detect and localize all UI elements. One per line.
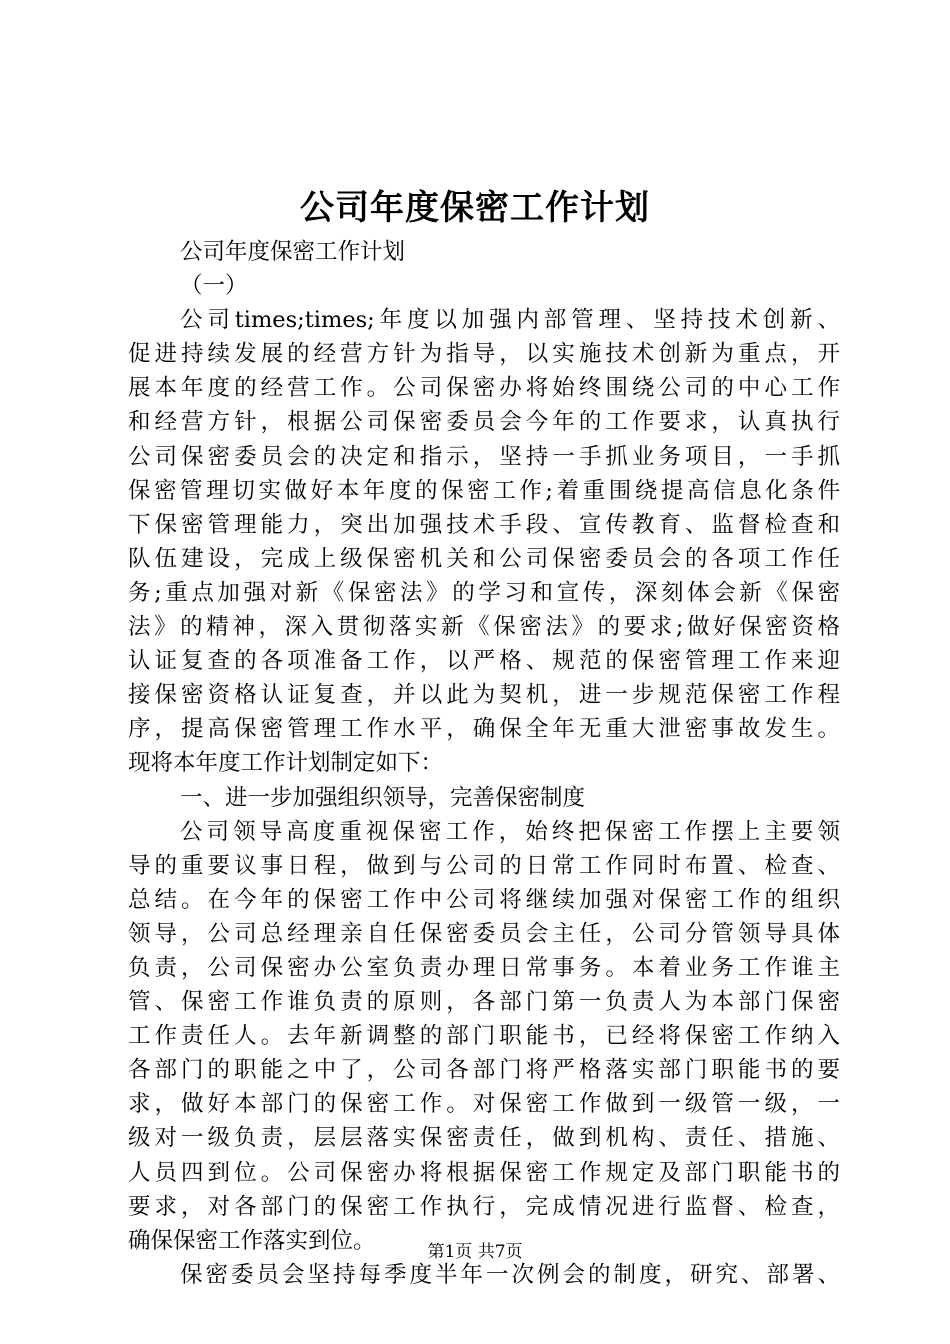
paragraph-line: 确保保密工作落实到位。	[128, 1227, 376, 1254]
paragraph-line: 促进持续发展的经营方针为指导，以实施技术创新为重点，开	[128, 341, 840, 368]
paragraph-line: 管、保密工作谁负责的原则，各部门第一负责人为本部门保密	[128, 989, 840, 1016]
paragraph-line: 认证复查的各项准备工作，以严格、规范的保密管理工作来迎	[128, 648, 840, 675]
paragraph-line: 保密委员会坚持每季度半年一次例会的制度，研究、部署、	[180, 1261, 840, 1288]
subtitle-line: 公司年度保密工作计划	[180, 239, 406, 265]
paragraph-line: 求，做好本部门的保密工作。对保密工作做到一级管一级，一	[128, 1091, 840, 1118]
paragraph-line: 下保密管理能力，突出加强技术手段、宣传教育、监督检查和	[128, 511, 840, 538]
section-marker-line: （一）	[180, 273, 248, 300]
paragraph-line: 队伍建设，完成上级保密机关和公司保密委员会的各项工作任	[128, 545, 840, 572]
paragraph-line: 工作责任人。去年新调整的部门职能书，已经将保密工作纳入	[128, 1023, 840, 1050]
page-number-footer: 第1页 共7页	[427, 1242, 523, 1262]
document-title: 公司年度保密工作计划	[300, 188, 650, 228]
paragraph-line: 法》的精神，深入贯彻落实新《保密法》的要求;做好保密资格	[128, 614, 840, 641]
paragraph-line: 级对一级负责，层层落实保密责任，做到机构、责任、措施、	[128, 1125, 840, 1152]
paragraph-line: 各部门的职能之中了，公司各部门将严格落实部门职能书的要	[128, 1057, 840, 1084]
paragraph-line: 总结。在今年的保密工作中公司将继续加强对保密工作的组织	[128, 886, 840, 913]
section-heading-line: 一、进一步加强组织领导，完善保密制度	[180, 784, 586, 811]
paragraph-line: 公司领导高度重视保密工作，始终把保密工作摆上主要领	[180, 818, 840, 845]
paragraph-line: 序，提高保密管理工作水平，确保全年无重大泄密事故发生。	[128, 716, 840, 743]
paragraph-line: 人员四到位。公司保密办将根据保密工作规定及部门职能书的	[128, 1159, 840, 1186]
paragraph-line: 保密管理切实做好本年度的保密工作;着重围绕提高信息化条件	[128, 477, 840, 504]
paragraph-line: 公司保密委员会的决定和指示，坚持一手抓业务项目，一手抓	[128, 443, 840, 470]
paragraph-line: 务;重点加强对新《保密法》的学习和宣传，深刻体会新《保密	[128, 579, 840, 606]
paragraph-line: 现将本年度工作计划制定如下：	[128, 750, 444, 777]
paragraph-line: 和经营方针，根据公司保密委员会今年的工作要求，认真执行	[128, 409, 840, 436]
paragraph-line: 要求，对各部门的保密工作执行，完成情况进行监督、检查，	[128, 1193, 840, 1220]
document-body	[128, 235, 840, 1292]
paragraph-line: 公司times;times;年度以加强内部管理、坚持技术创新、	[180, 307, 840, 334]
paragraph-line: 接保密资格认证复查，并以此为契机，进一步规范保密工作程	[128, 682, 840, 709]
paragraph-line: 领导，公司总经理亲自任保密委员会主任，公司分管领导具体	[128, 920, 840, 947]
paragraph-line: 负责，公司保密办公室负责办理日常事务。本着业务工作谁主	[128, 954, 840, 981]
paragraph-line: 导的重要议事日程，做到与公司的日常工作同时布置、检查、	[128, 852, 840, 879]
paragraph-line: 展本年度的经营工作。公司保密办将始终围绕公司的中心工作	[128, 375, 840, 402]
